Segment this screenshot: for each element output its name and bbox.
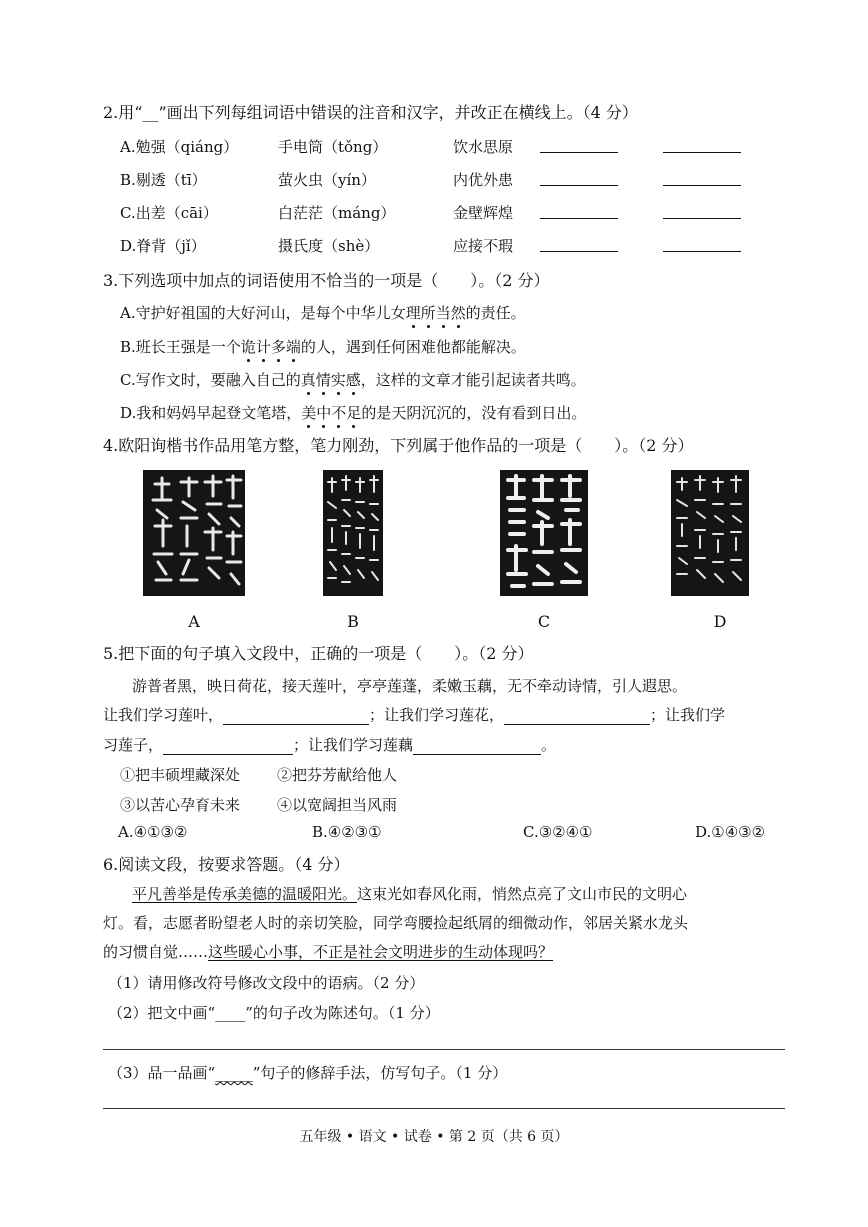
dotted-char: 当 <box>435 304 451 322</box>
dotted-char: 感 <box>345 371 361 389</box>
q2-row-c-blank-2[interactable] <box>663 216 741 219</box>
q5-line2-c: ；让我们学 <box>650 706 726 724</box>
q5-line2-a: 让我们学习莲叶， <box>103 706 224 724</box>
q6-underlined-sentence-1: 平凡善举是传承美德的温暖阳光。 <box>132 885 358 903</box>
answer-line-1[interactable] <box>103 1049 785 1050</box>
q2-row-d-col1: D.脊背（jǐ） <box>120 237 206 255</box>
q5-passage-line-3 <box>103 734 556 755</box>
calligraphy-d-strokes <box>671 470 749 596</box>
page-footer: 五年级 • 语文 • 试卷 • 第 2 页（共 6 页） <box>299 1129 569 1145</box>
q5-line3-c: 。 <box>541 736 557 754</box>
q3-option-d-pre: D.我和妈妈早起登文笔塔， <box>120 404 302 422</box>
q6-line1-rest: 这束光如春风化雨，悄然点亮了文山市民的文明心 <box>357 885 688 903</box>
calligraphy-image-c[interactable] <box>500 470 588 596</box>
q5-sentence-2: ②把芬芳献给他人 <box>277 766 398 784</box>
q2-row-a-col2: 手电筒（tǒng） <box>278 138 388 156</box>
q5-option-b[interactable]: B.④②③① <box>312 823 382 841</box>
q5-blank-3[interactable] <box>163 752 293 755</box>
q5-sentence-4: ④以宽阔担当风雨 <box>277 796 398 814</box>
q5-line2-b: ；让我们学习莲花， <box>369 706 505 724</box>
q5-line3-b: ；让我们学习莲藕 <box>293 736 414 754</box>
dotted-char: 计 <box>255 338 271 356</box>
q3-option-d-post: 的是天阴沉沉的，没有看到日出。 <box>361 404 587 422</box>
dotted-char: 足 <box>346 404 362 422</box>
q2-row-c-col2: 白茫茫（máng） <box>278 204 396 222</box>
calligraphy-label-d: D <box>713 612 727 631</box>
q6-line3-pre: 的习惯自觉…… <box>103 943 209 961</box>
dotted-char: 然 <box>450 304 466 322</box>
q3-option-c-post: ，这样的文章才能引起读者共鸣。 <box>360 371 586 389</box>
calligraphy-label-a: A <box>188 612 200 631</box>
calligraphy-image-a[interactable] <box>143 470 245 596</box>
q5-blank-1[interactable] <box>223 722 369 725</box>
q6-passage-line-1 <box>132 883 687 904</box>
q6-sub3-pre: （3）品一品画“ <box>108 1064 216 1082</box>
q6-title: 6.阅读文段，按要求答题。（4 分） <box>103 855 350 874</box>
dotted-char: 美 <box>301 404 317 422</box>
q5-option-a[interactable]: A.④①③② <box>118 823 188 841</box>
q2-row-a-col1: A.勉强（qiáng） <box>120 138 239 156</box>
q6-sub-question-2: （2）把文中画“____”的句子改为陈述句。（1 分） <box>108 1004 440 1022</box>
q2-row-b-col3: 内优外患 <box>453 171 514 189</box>
q2-row-d-col2: 摄氏度（shè） <box>278 237 380 255</box>
q3-option-c-pre: C.写作文时，要融入自己的 <box>120 371 301 389</box>
q6-sub3-post: ”句子的修辞手法，仿写句子。（1 分） <box>252 1064 508 1082</box>
q5-title: 5.把下面的句子填入文段中，正确的一项是（ ）。（2 分） <box>103 644 534 663</box>
calligraphy-a-strokes <box>143 470 245 596</box>
dotted-char: 真 <box>300 371 316 389</box>
q5-option-c[interactable]: C.③②④① <box>523 823 593 841</box>
q5-passage-line-2 <box>103 704 725 725</box>
q2-row-d-col3: 应接不瑕 <box>453 237 514 255</box>
q3-option-d-dotted-word <box>301 404 361 422</box>
q3-option-a-dotted-word <box>406 304 466 322</box>
q3-option-b-pre: B.班长王强是一个 <box>120 338 241 356</box>
q3-option-a-post: 的责任。 <box>465 304 526 322</box>
dotted-char: 多 <box>270 338 286 356</box>
q5-sentence-1: ①把丰硕埋藏深处 <box>120 766 241 784</box>
q6-passage-line-3 <box>103 941 553 962</box>
dotted-char: 理 <box>405 304 421 322</box>
q3-option-c <box>120 369 586 390</box>
q5-line3-a: 习莲子， <box>103 736 164 754</box>
q2-row-a-col3: 饮水思原 <box>453 138 514 156</box>
calligraphy-image-b[interactable] <box>323 470 383 596</box>
dotted-char: 中 <box>316 404 332 422</box>
q2-row-b-blank-2[interactable] <box>663 183 741 186</box>
calligraphy-b-strokes <box>323 470 383 596</box>
q3-option-a <box>120 302 526 323</box>
q6-underlined-sentence-2: 这些暖心小事，不正是社会文明进步的生动体现吗？ <box>208 943 554 961</box>
q6-sub3-wavy-mark: _____ <box>215 1064 253 1082</box>
q6-sub-question-1: （1）请用修改符号修改文段中的语病。（2 分） <box>108 974 425 992</box>
q6-sub-question-3 <box>108 1062 507 1083</box>
q2-row-a-blank-2[interactable] <box>663 150 741 153</box>
dotted-char: 实 <box>330 371 346 389</box>
q2-row-b-col1: B.剔透（tī） <box>120 171 207 189</box>
q2-row-d-blank-2[interactable] <box>663 249 741 252</box>
q3-option-d <box>120 402 586 423</box>
answer-line-2[interactable] <box>103 1108 785 1109</box>
q2-row-c-col1: C.出差（cāi） <box>120 204 218 222</box>
calligraphy-label-b: B <box>347 612 359 631</box>
q2-row-a-blank-1[interactable] <box>540 150 618 153</box>
q5-blank-2[interactable] <box>504 722 650 725</box>
dotted-char: 所 <box>420 304 436 322</box>
q2-row-b-col2: 萤火虫（yín） <box>278 171 376 189</box>
calligraphy-label-c: C <box>537 612 551 631</box>
q5-blank-4[interactable] <box>413 752 541 755</box>
dotted-char: 不 <box>331 404 347 422</box>
q6-passage-line-2: 灯。看，志愿者盼望老人时的亲切笑脸，同学弯腰捡起纸屑的细微动作，邻居关紧水龙头 <box>103 914 689 932</box>
calligraphy-image-d[interactable] <box>671 470 749 596</box>
q3-title: 3.下列选项中加点的词语使用不恰当的一项是（ ）。（2 分） <box>103 271 550 290</box>
q3-option-b <box>120 336 526 357</box>
q2-title: 2.用“__”画出下列每组词语中错误的注音和汉字，并改正在横线上。（4 分） <box>103 103 638 122</box>
q3-option-b-dotted-word <box>241 338 301 356</box>
q3-option-a-pre: A.守护好祖国的大好河山，是每个中华儿女 <box>120 304 406 322</box>
q3-option-c-dotted-word <box>301 371 361 389</box>
dotted-char: 诡 <box>240 338 256 356</box>
q2-row-b-blank-1[interactable] <box>540 183 618 186</box>
q2-row-d-blank-1[interactable] <box>540 249 618 252</box>
calligraphy-c-strokes <box>500 470 588 596</box>
q5-passage-line-1: 游普者黑，映日荷花，接天莲叶，亭亭莲蓬，柔嫩玉藕，无不牵动诗情，引人遐思。 <box>132 677 688 695</box>
dotted-char: 端 <box>285 338 301 356</box>
q4-title: 4.欧阳询楷书作品用笔方整，笔力刚劲，下列属于他作品的一项是（ ）。（2 分） <box>103 436 694 455</box>
q5-option-d[interactable]: D.①④③② <box>695 823 766 841</box>
q2-row-c-col3: 金壁辉煌 <box>453 204 514 222</box>
q5-sentence-3: ③以苦心孕育未来 <box>120 796 241 814</box>
dotted-char: 情 <box>315 371 331 389</box>
q2-row-c-blank-1[interactable] <box>540 216 618 219</box>
q3-option-b-post: 的人，遇到任何困难他都能解决。 <box>300 338 526 356</box>
